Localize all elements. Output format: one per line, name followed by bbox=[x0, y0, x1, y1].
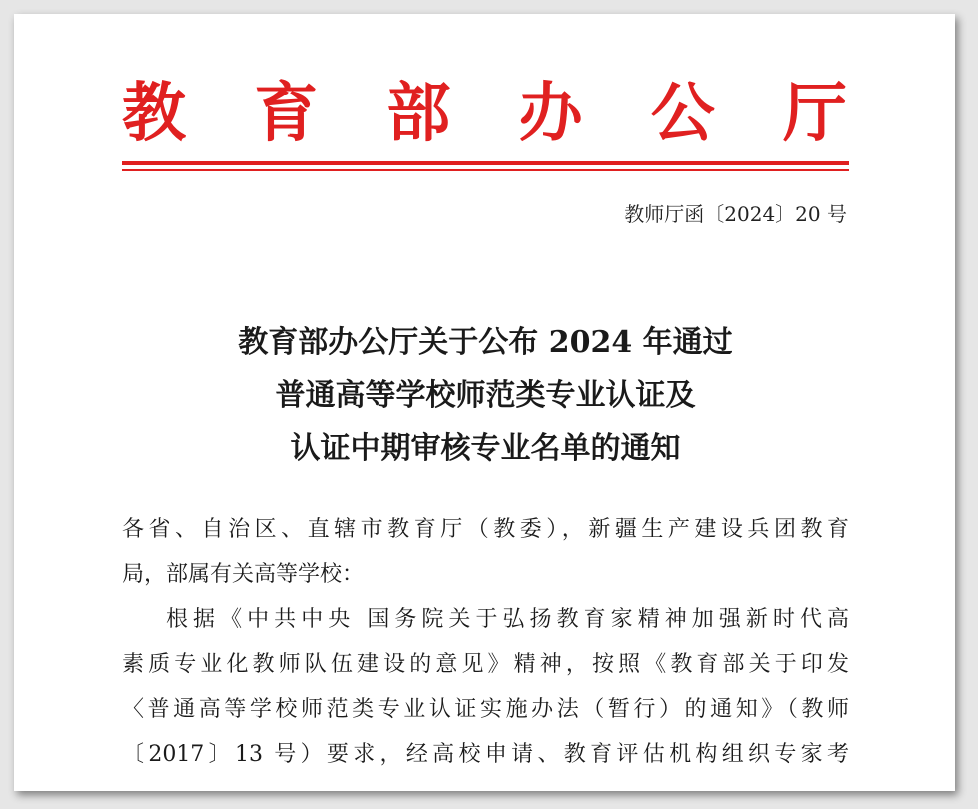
document-page bbox=[14, 14, 955, 791]
red-divider-thick bbox=[122, 161, 849, 165]
title-line-3: 认证中期审核专业名单的通知 bbox=[290, 431, 681, 466]
paragraph-line-3: 〈普通高等学校师范类专业认证实施办法（暂行）的通知》（教师 bbox=[122, 697, 849, 722]
red-divider-thin bbox=[122, 169, 849, 171]
salutation-line-2: 局，部属有关高等学校： bbox=[122, 562, 365, 587]
title-line-1: 教育部办公厅关于公布 2024 年通过 bbox=[238, 325, 733, 360]
paragraph-line-4: 〔2017〕13 号）要求，经高校申请、教育评估机构组织专家考 bbox=[122, 742, 849, 767]
document-body bbox=[122, 507, 849, 777]
title-line-2: 普通高等学校师范类专业认证及 bbox=[275, 378, 696, 413]
paragraph-line-2: 素质专业化教师队伍建设的意见》精神，按照《教育部关于印发 bbox=[122, 652, 849, 677]
issuer-header: 教育部办公厅 bbox=[122, 76, 847, 151]
document-number: 教师厅函〔2024〕20 号 bbox=[624, 202, 847, 226]
document-title bbox=[122, 316, 849, 475]
salutation-line-1: 各省、自治区、直辖市教育厅（教委），新疆生产建设兵团教育 bbox=[122, 517, 849, 542]
paragraph-line-1: 根据《中共中央 国务院关于弘扬教育家精神加强新时代高 bbox=[166, 607, 849, 632]
